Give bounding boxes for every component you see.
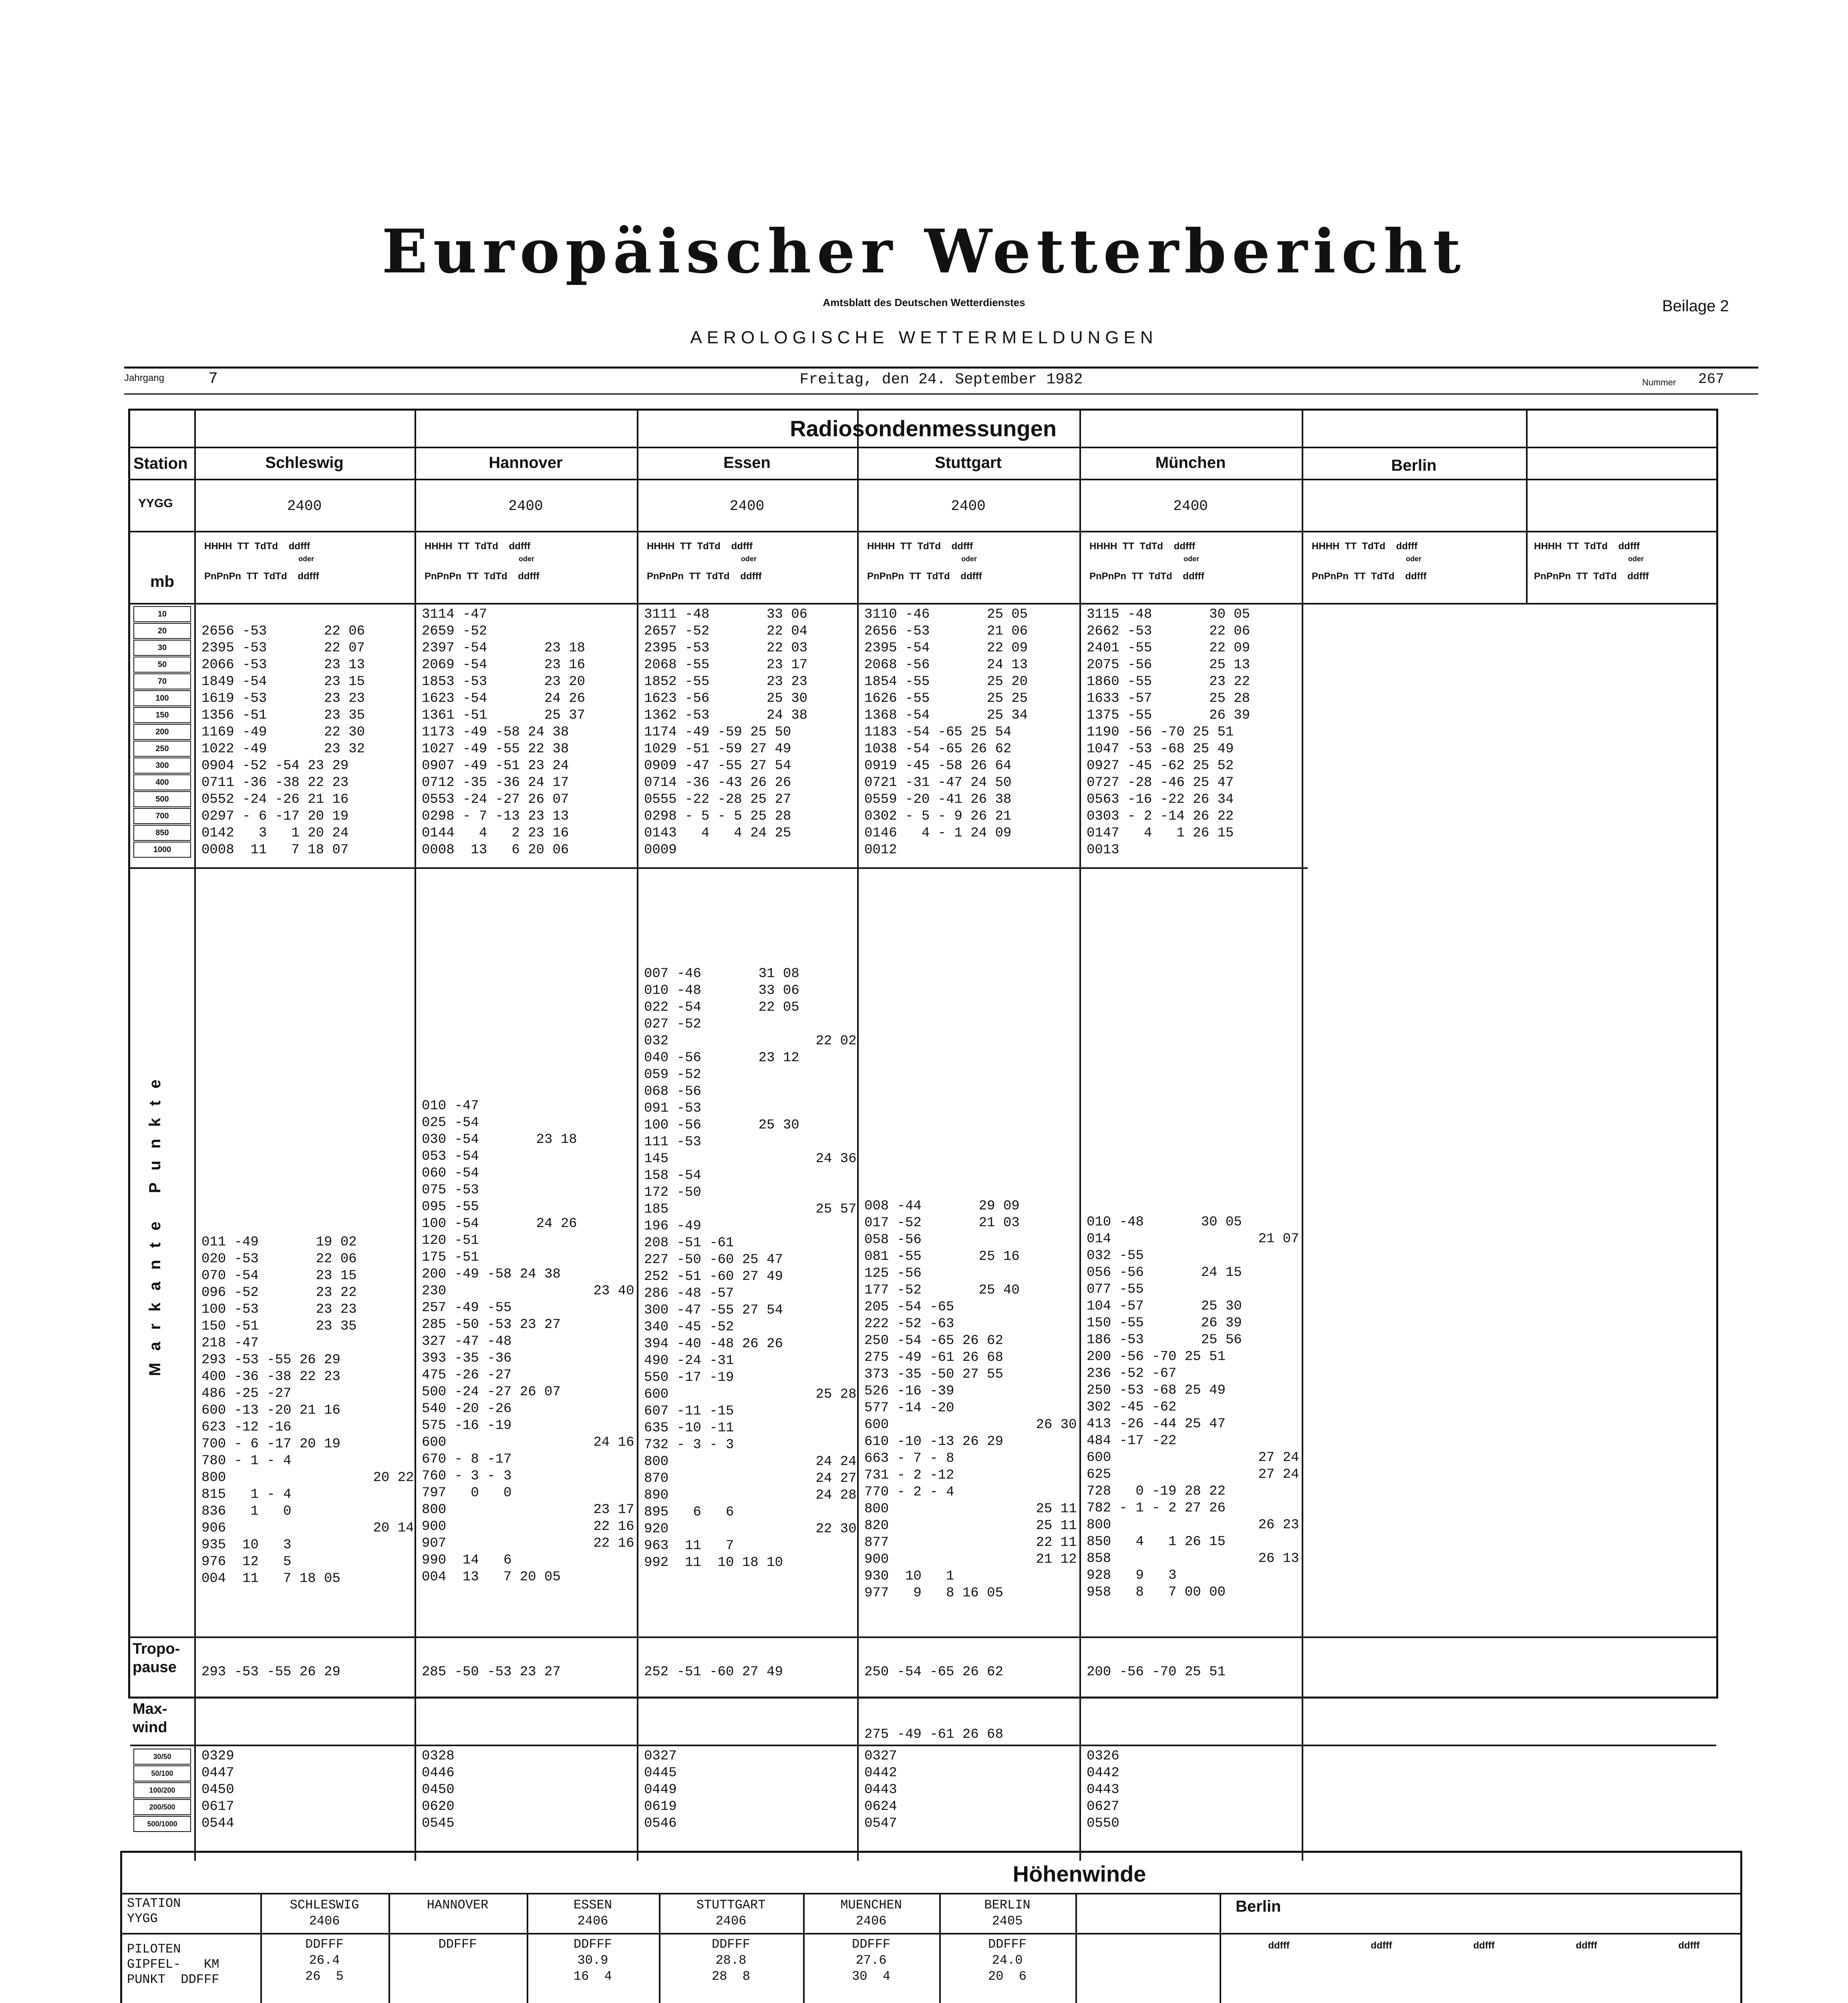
col-header-line-1: HHHH TT TdTd ddfff (1312, 541, 1417, 552)
rule (194, 411, 196, 1861)
standard-levels-essen: 3111 -48 33 06 2657 -52 22 04 2395 -53 22 03 2068 -55 23 17 1852 -55 23 23 1623 -56 25 30 1362 -53 24 38 1174 -49 -59 25 50 1029 -51 -59 27 49 0909 -47 -55 27 54 0714 -36 -43 26 26 0555 -22 -28 25 27 0298 - 5 - 5 25 28 0143 4 4 24 25 0009 (644, 607, 808, 858)
col-header-line-2: PnPnPn TT TdTd ddfff (867, 571, 982, 582)
markante-punkte-label: Markante Punkte (146, 1067, 164, 1376)
station-label: Station (133, 455, 188, 472)
markante-muenchen: 010 -48 30 05 014 21 07 032 -55 056 -56 24 15 077 -55 104 -57 25 30 150 -55 26 39 186 -53 25 56 200 -56 -70 25 51 236 -52 -67 250 -53 -68 25 49 302 -45 -62 413 -26 -44 25 47 484 -17 -22 600 27 24 625 27 24 728 0 -19 28 22 782 - 1 - 2 27 26 800 26 23 850 4 1 26 15 858 26 13 928 9 3 958 8 7 00 00 (1087, 1215, 1299, 1600)
rule (130, 603, 1716, 605)
mb-level-label: 70 (133, 673, 191, 689)
mb-level-label: 500 (133, 791, 191, 807)
standard-levels-hannover: 3114 -47 2659 -52 2397 -54 23 18 2069 -54 23 16 1853 -53 23 20 1623 -54 24 26 1361 -51 25 37 1173 -49 -58 24 38 1027 -49 -55 22 38 0907 -49 -51 23 24 0712 -35 -36 24 17 0553 -24 -27 26 07 0298 - 7 -13 23 13 0144 4 2 23 16 0008 13 6 20 06 (422, 607, 586, 858)
markante-essen: 007 -46 31 08 010 -48 33 06 022 -54 22 05 027 -52 032 22 02 040 -56 23 12 059 -52 068 -56 091 -53 100 -56 25 30 111 -53 145 24 36 158 -54 172 -50 185 25 57 196 -49 208 -51 -61 227 -50 -60 25 47 252 -51 -60 27 49 286 -48 -57 300 -47 -55 27 54 340 -45 -52 394 -40 -48 26 26 490 -24 -31 550 -17 -19 600 25 28 607 -11 -15 635 -10 -11 732 - 3 - 3 800 24 24 870 24 27 890 24 28 895 6 6 920 22 30 963 11 7 992 11 10 18 10 (644, 966, 857, 1570)
berlin-box-header: ddfff (1473, 1940, 1495, 1951)
shear-level-label: 200/500 (133, 1799, 191, 1815)
hoehenwinde-piloten-header: DDFFF (438, 1937, 477, 1952)
jahrgang-label: Jahrgang (124, 373, 165, 383)
hoehenwinde-station-name: ESSEN (573, 1898, 612, 1912)
shear-level-label: 100/200 (133, 1782, 191, 1798)
hoehenwinde-yygg: 2406 (309, 1914, 340, 1928)
rule (1220, 1893, 1221, 2003)
supplement-label: Beilage 2 (1662, 297, 1729, 315)
shear-muenchen: 0326 0442 0443 0627 0550 (1087, 1749, 1119, 1831)
hoehenwinde-gipfel: 30.9 (577, 1953, 608, 1968)
yygg-value: 2400 (1173, 498, 1208, 514)
mb-level-label: 150 (133, 707, 191, 723)
hoehenwinde-yygg: 2405 (992, 1914, 1023, 1928)
yygg-value: 2400 (287, 498, 322, 514)
mb-level-label: 400 (133, 774, 191, 790)
station-name-muenchen: München (1155, 454, 1226, 472)
shear-essen: 0327 0445 0449 0619 0546 (644, 1749, 677, 1831)
hoehenwinde-punkt: 26 5 (305, 1969, 344, 1984)
berlin-box-header: ddfff (1268, 1940, 1290, 1951)
rule (130, 531, 1716, 532)
hoehenwinde-piloten-header: DDFFF (852, 1937, 890, 1952)
maxwind-label: Max-wind (133, 1701, 167, 1736)
nummer-value: 267 (1698, 371, 1724, 387)
col-header-oder: oder (1184, 555, 1200, 563)
issue-info-bar (124, 367, 1758, 395)
tropopause-value: 285 -50 -53 23 27 (422, 1664, 561, 1680)
berlin-box-header: ddfff (1576, 1940, 1597, 1951)
mb-level-label: 30 (133, 640, 191, 656)
markante-schleswig: 011 -49 19 02 020 -53 22 06 070 -54 23 15 096 -52 23 22 100 -53 23 23 150 -51 23 35 218 -47 293 -53 -55 26 29 400 -36 -38 22 23 486 -25 -27 600 -13 -20 21 16 623 -12 -16 700 - 6 -17 20 19 780 - 1 - 4 800 20 22 815 1 - 4 836 1 0 906 20 14 935 10 3 976 12 5 004 11 7 18 05 (201, 1235, 414, 1586)
mb-level-label: 20 (133, 623, 191, 639)
shear-level-label: 500/1000 (133, 1816, 191, 1832)
col-header-line-1: HHHH TT TdTd ddfff (1534, 541, 1640, 552)
col-header-line-2: PnPnPn TT TdTd ddfff (425, 571, 540, 582)
mb-label: mb (150, 573, 174, 590)
station-name-stuttgart: Stuttgart (935, 454, 1002, 472)
mb-level-label: 50 (133, 657, 191, 673)
publisher-line: Amtsblatt des Deutschen Wetterdienstes (823, 296, 1025, 308)
markante-stuttgart: 008 -44 29 09 017 -52 21 03 058 -56 081 -55 25 16 125 -56 177 -52 25 40 205 -54 -65 222 -52 -63 250 -54 -65 26 62 275 -49 -61 26 68 373 -35 -50 27 55 526 -16 -39 577 -14 -20 600 26 30 610 -10 -13 26 29 663 - 7 - 8 731 - 2 -12 770 - 2 - 4 800 25 11 820 25 11 877 22 11 900 21 12 930 10 1 977 9 8 16 05 (864, 1199, 1077, 1601)
shear-schleswig: 0329 0447 0450 0617 0544 (201, 1749, 234, 1831)
hoehenwinde-punkt: 16 4 (573, 1969, 612, 1984)
hoehenwinde-gipfel: 28.8 (715, 1953, 747, 1968)
rule (130, 867, 1308, 869)
yygg-label: YYGG (138, 497, 173, 510)
col-header-line-1: HHHH TT TdTd ddfff (867, 541, 973, 552)
col-header-oder: oder (741, 555, 757, 563)
rule (1526, 411, 1528, 603)
station-name-essen: Essen (723, 454, 771, 472)
hoehenwinde-piloten-header: DDFFF (711, 1937, 750, 1952)
hoehenwinde-yygg: 2406 (856, 1914, 887, 1928)
hoehenwinde-station-name: MUENCHEN (840, 1898, 902, 1912)
col-header-oder: oder (519, 555, 535, 563)
tropopause-value: 252 -51 -60 27 49 (644, 1664, 783, 1680)
hoehenwinde-punkt: 28 8 (711, 1969, 750, 1984)
col-header-line-1: HHHH TT TdTd ddfff (647, 541, 753, 552)
tropopause-value: 250 -54 -65 26 62 (864, 1664, 1003, 1680)
hoehenwinde-piloten-header: DDFFF (573, 1937, 612, 1952)
radiosonde-title: Radiosondenmessungen (790, 416, 1057, 441)
tropopause-label: Tropo-pause (133, 1640, 180, 1676)
standard-levels-muenchen: 3115 -48 30 05 2662 -53 22 06 2401 -55 22 09 2075 -56 25 13 1860 -55 23 22 1633 -57 25 28 1375 -55 26 39 1190 -56 -70 25 51 1047 -53 -68 25 49 0927 -45 -62 25 52 0727 -28 -46 25 47 0563 -16 -22 26 34 0303 - 2 -14 26 22 0147 4 1 26 15 0013 (1087, 607, 1250, 858)
markante-hannover: 010 -47 025 -54 030 -54 23 18 053 -54 060 -54 075 -53 095 -55 100 -54 24 26 120 -51 175 -51 200 -49 -58 24 38 230 23 40 257 -49 -55 285 -50 -53 23 27 327 -47 -48 393 -35 -36 475 -26 -27 500 -24 -27 26 07 540 -20 -26 575 -16 -19 600 24 16 670 - 8 -17 760 - 3 - 3 797 0 0 800 23 17 900 22 16 907 22 16 990 14 6 004 13 7 20 05 (422, 1098, 634, 1585)
yygg-value: 2400 (951, 498, 986, 514)
col-header-line-1: HHHH TT TdTd ddfff (425, 541, 530, 552)
hoehenwinde-yygg: 2406 (715, 1914, 747, 1928)
page-subtitle: AEROLOGISCHE WETTERMELDUNGEN (690, 328, 1158, 347)
mb-level-label: 850 (133, 825, 191, 841)
rule (857, 411, 859, 1861)
col-header-line-1: HHHH TT TdTd ddfff (204, 541, 310, 552)
maxwind-value: 275 -49 -61 26 68 (864, 1727, 1003, 1742)
station-name-berlin: Berlin (1391, 457, 1437, 474)
shear-level-label: 30/50 (133, 1749, 191, 1765)
mb-level-label: 10 (133, 606, 191, 622)
rule (122, 1933, 1740, 1934)
mb-level-label: 300 (133, 758, 191, 774)
standard-levels-stuttgart: 3110 -46 25 05 2656 -53 21 06 2395 -54 22 09 2068 -56 24 13 1854 -55 25 20 1626 -55 25 25 1368 -54 25 34 1183 -54 -65 25 54 1038 -54 -65 26 62 0919 -45 -58 26 64 0721 -31 -47 24 50 0559 -20 -41 26 38 0302 - 5 - 9 26 21 0146 4 - 1 24 09 0012 (864, 607, 1028, 858)
hoehenwinde-station-name: SCHLESWIG (290, 1898, 359, 1912)
hoehenwinde-station-name: HANNOVER (427, 1898, 489, 1912)
col-header-line-2: PnPnPn TT TdTd ddfff (204, 571, 319, 582)
hoehenwinde-station-name: STUTTGART (696, 1898, 766, 1912)
yygg-value: 2400 (729, 498, 765, 514)
mb-level-label: 100 (133, 690, 191, 706)
col-header-oder: oder (1406, 555, 1422, 563)
tropopause-value: 293 -53 -55 26 29 (201, 1664, 340, 1680)
rule (130, 479, 1716, 480)
station-name-schleswig: Schleswig (265, 454, 344, 472)
issue-date: Freitag, den 24. September 1982 (799, 371, 1083, 388)
hoehenwinde-label-column: STATION YYGG PILOTEN GIPFEL- KM PUNKT DDFFF (127, 1896, 219, 1987)
col-header-line-2: PnPnPn TT TdTd ddfff (1534, 571, 1649, 582)
rule (415, 411, 416, 1861)
hoehenwinde-gipfel: 24.0 (992, 1953, 1023, 1968)
berlin-box-title: Berlin (1236, 1898, 1281, 1915)
mb-level-label: 200 (133, 724, 191, 740)
hoehenwinde-table (120, 1851, 1742, 2003)
hoehenwinde-station-name: BERLIN (984, 1898, 1031, 1912)
rule (130, 1697, 1716, 1698)
radiosonde-table (128, 409, 1718, 1831)
rule (130, 1745, 1716, 1746)
hoehenwinde-gipfel: 26.4 (309, 1953, 340, 1968)
hoehenwinde-yygg: 2406 (577, 1914, 608, 1928)
rule (637, 411, 638, 1861)
hoehenwinde-title: Höhenwinde (1013, 1861, 1146, 1886)
shear-stuttgart: 0327 0442 0443 0624 0547 (864, 1749, 897, 1831)
page-title: Europäischer Wetterbericht (382, 216, 1466, 287)
col-header-line-2: PnPnPn TT TdTd ddfff (1312, 571, 1427, 582)
col-header-line-1: HHHH TT TdTd ddfff (1089, 541, 1195, 552)
rule (1079, 411, 1081, 1861)
rule (130, 447, 1716, 448)
jahrgang-value: 7 (208, 370, 218, 388)
hoehenwinde-piloten-header: DDFFF (988, 1937, 1027, 1952)
mb-level-label: 250 (133, 741, 191, 757)
hoehenwinde-gipfel: 27.6 (856, 1953, 887, 1968)
mb-level-label: 700 (133, 808, 191, 824)
rule (130, 1636, 1716, 1638)
tropopause-value: 200 -56 -70 25 51 (1087, 1664, 1226, 1680)
mb-level-label: 1000 (133, 842, 191, 858)
shear-level-label: 50/100 (133, 1765, 191, 1781)
berlin-box-header: ddfff (1371, 1940, 1392, 1951)
standard-levels-schleswig: 2656 -53 22 06 2395 -53 22 07 2066 -53 23 13 1849 -54 23 15 1619 -53 23 23 1356 -51 23 35 1169 -49 22 30 1022 -49 23 32 0904 -52 -54 23 29 0711 -36 -38 22 23 0552 -24 -26 21 16 0297 - 6 -17 20 19 0142 3 1 20 24 0008 11 7 18 07 (201, 624, 365, 858)
rule (1075, 1893, 1077, 2003)
col-header-line-2: PnPnPn TT TdTd ddfff (1089, 571, 1204, 582)
hoehenwinde-piloten-header: DDFFF (305, 1937, 344, 1952)
nummer-label: Nummer (1642, 377, 1676, 387)
col-header-line-2: PnPnPn TT TdTd ddfff (647, 571, 762, 582)
hoehenwinde-punkt: 30 4 (852, 1969, 890, 1984)
yygg-value: 2400 (508, 498, 543, 514)
col-header-oder: oder (298, 555, 314, 563)
col-header-oder: oder (961, 555, 977, 563)
rule (122, 1893, 1740, 1894)
rule (1302, 411, 1303, 1861)
station-name-hannover: Hannover (489, 454, 563, 472)
shear-hannover: 0328 0446 0450 0620 0545 (422, 1749, 455, 1831)
berlin-box-header: ddfff (1678, 1940, 1700, 1951)
hoehenwinde-punkt: 20 6 (988, 1969, 1027, 1984)
col-header-oder: oder (1628, 555, 1644, 563)
